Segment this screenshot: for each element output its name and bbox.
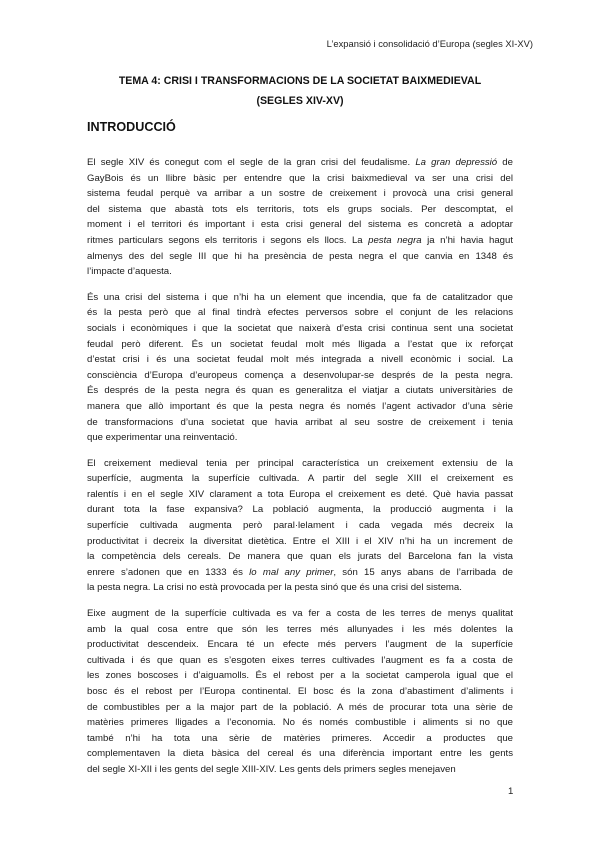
text-line — [87, 415, 513, 431]
document-title — [78, 71, 522, 111]
text-run: del segle XI-XII i les gents del segle XIII-XIV. Les gents dels primers segles menejaven — [87, 763, 456, 775]
text-line — [87, 684, 513, 700]
text-run: productivitat i decreix la diversitat dietètica. Entre el XIII i el XIV n’hi ha un increment de — [87, 535, 513, 547]
text-run: bosc és el rebost per l’Europa continental. El bosc és la zona d’abastiment d’aliments i — [87, 686, 513, 697]
text-run: consciència d’Europa d’europeus comença a desenvolupar-se després de la pesta negra. — [87, 369, 513, 381]
text-line — [87, 399, 513, 415]
text-run: la pesta negra. La crisi no està provocada per la pesta sinó que és una crisi del sistema. — [87, 582, 462, 594]
text-run: durant tota la fase expansiva? La població augmenta, la producció augmenta i la — [87, 504, 513, 516]
text-run: d’estat crisi i és una societat feudal molt més integrada a nivell econòmic i social. La — [87, 354, 513, 366]
text-run: moment i el territori és important i esta crisi general del sistema es concretà a adoptar — [87, 219, 513, 231]
paragraph — [87, 456, 513, 596]
text-run: sistema feudal perquè va arribar a un sostre de creixement i provocà una crisi general — [87, 188, 513, 200]
text-run: enrere s’adonen que en 1333 és — [87, 566, 250, 578]
text-line — [87, 637, 513, 653]
text-line — [87, 249, 513, 265]
text-line — [87, 171, 513, 187]
text-run: El creixement medieval tenia per principal característica un creixement extensiu de la — [87, 457, 513, 469]
text-run: de combustibles per a la major part de la població. A més de procurar tota una sèrie de — [87, 701, 513, 713]
text-line — [87, 368, 513, 384]
text-line — [87, 337, 513, 353]
section-heading: INTRODUCCIÓ — [87, 120, 176, 134]
text-run: també n’hi ha tota una sèrie de matèries primeres. Accedir a productes que — [87, 732, 513, 744]
text-line — [87, 352, 513, 368]
title-line-1: TEMA 4: CRISI I TRANSFORMACIONS DE LA SOCIETAT BAIXMEDIEVAL — [118, 75, 482, 87]
paragraph — [87, 606, 513, 778]
text-run: és la pesta però que al final tindrà efectes perversos sobre el conjunt de les relacions — [87, 307, 513, 319]
italic-text: lo mal any primer — [249, 566, 334, 578]
text-line — [87, 700, 513, 716]
text-run: , són 15 anys abans de l’arribada de — [333, 566, 513, 578]
paragraph — [87, 155, 513, 280]
text-line — [87, 155, 513, 171]
text-run: almenys des del segle III que hi ha presència de pesta negra el que canvia en 1348 és — [87, 250, 513, 262]
text-line — [87, 233, 513, 249]
text-line — [87, 290, 513, 306]
text-run: És una crisi del sistema i que n’hi ha un element que incendia, que fa de catalitzador que — [87, 291, 513, 303]
text-line — [87, 264, 513, 280]
text-run: de transformacions d’una societat que havia arribat al seu sostre de creixement i tenia — [87, 416, 513, 428]
text-line — [87, 305, 513, 321]
text-line — [87, 762, 513, 778]
text-line — [87, 715, 513, 731]
text-run: ritmes particulars segons els territoris i segons els llocs. La — [87, 234, 369, 246]
italic-text: La gran depressió — [415, 157, 498, 168]
text-run: ralentís i en el segle XIV clarament a tota Europa el creixement es deté. Què havia passat — [87, 488, 513, 500]
text-run: de — [497, 157, 513, 168]
text-line — [87, 746, 513, 762]
text-line — [87, 653, 513, 669]
italic-text: pesta negra — [368, 234, 422, 246]
text-run: socials i econòmiques i que la societat que naixerà d’esta crisi continua sent una societat — [87, 322, 513, 334]
running-header: L’expansió i consolidació d’Europa (segles XI-XV) — [326, 38, 533, 49]
text-run: del sistema que abastà tots els territoris, tots els grups socials. Per descomptat, el — [87, 203, 513, 215]
text-run: complementaven la dieta bàsica del cereal és una diferència important entre les gents — [87, 748, 513, 760]
text-run: superfície, augmenta la superfície cultivada. A partir del segle XIII el creixement es — [87, 473, 513, 485]
text-line — [87, 186, 513, 202]
text-run: les zones boscoses i d’aiguamolls. És el rebost per a la societat camperola igual que el — [87, 670, 513, 682]
text-line — [87, 383, 513, 399]
text-line — [87, 549, 513, 565]
text-run: feudal però diferent. És un societat feudal molt més lligada a l’estat que ix reforçat — [87, 338, 513, 350]
text-run: És després de la pesta negra és quan es generalitza el viatjar a ciutats universitàries de — [87, 385, 513, 397]
body-text — [87, 155, 513, 788]
text-run: superfície cultivada augmenta però paral·lelament i cada vegada més decreix la — [87, 520, 513, 532]
text-line — [87, 731, 513, 747]
text-line — [87, 668, 513, 684]
text-run: productivitat descendeix. Encara té un efecte més pervers l’augment de la superfície — [87, 639, 513, 651]
text-line — [87, 321, 513, 337]
text-line — [87, 456, 513, 472]
text-line — [87, 202, 513, 218]
text-run: que experimentar una reinventació. — [87, 432, 238, 444]
text-line — [87, 487, 513, 503]
text-line — [87, 622, 513, 638]
text-run: matèries primeres lligades a l’economia. No és només combustible i aliments si no que — [87, 717, 513, 729]
text-line — [87, 606, 513, 622]
text-run: ja n’hi havia hagut — [421, 234, 513, 246]
text-line — [87, 534, 513, 550]
paragraph — [87, 290, 513, 446]
text-run: manera que allò important és que la pesta negra és només l’agent activador d’una sèrie — [87, 400, 513, 412]
text-run: cultivada i és que quan es s’esgoten eixes terres cultivades l’augment es fa a costa de — [87, 654, 513, 666]
text-line — [87, 217, 513, 233]
text-run: Eixe augment de la superfície cultivada es va fer a costa de les terres de menys qualitat — [87, 608, 513, 620]
text-run: El segle XIV és conegut com el segle de la gran crisi del feudalisme. — [87, 157, 416, 168]
text-run: amb la qual cosa entre que són les terres més allunyades i les més dolentes la — [87, 623, 513, 635]
text-line — [87, 565, 513, 581]
page-number: 1 — [508, 786, 514, 797]
text-line — [87, 502, 513, 518]
text-line — [87, 471, 513, 487]
text-run: la competència dels cereals. De manera que quan els jurats del Barcelona fan la vista — [87, 551, 513, 563]
text-line — [87, 518, 513, 534]
text-line — [87, 430, 513, 446]
text-line — [87, 580, 513, 596]
text-run: l’impacte d’aquesta. — [87, 266, 172, 278]
text-run: GayBois és un llibre bàsic per entendre que la crisi baixmedieval va ser una crisi del — [87, 172, 513, 184]
title-line-2: (SEGLES XIV-XV) — [256, 95, 344, 107]
